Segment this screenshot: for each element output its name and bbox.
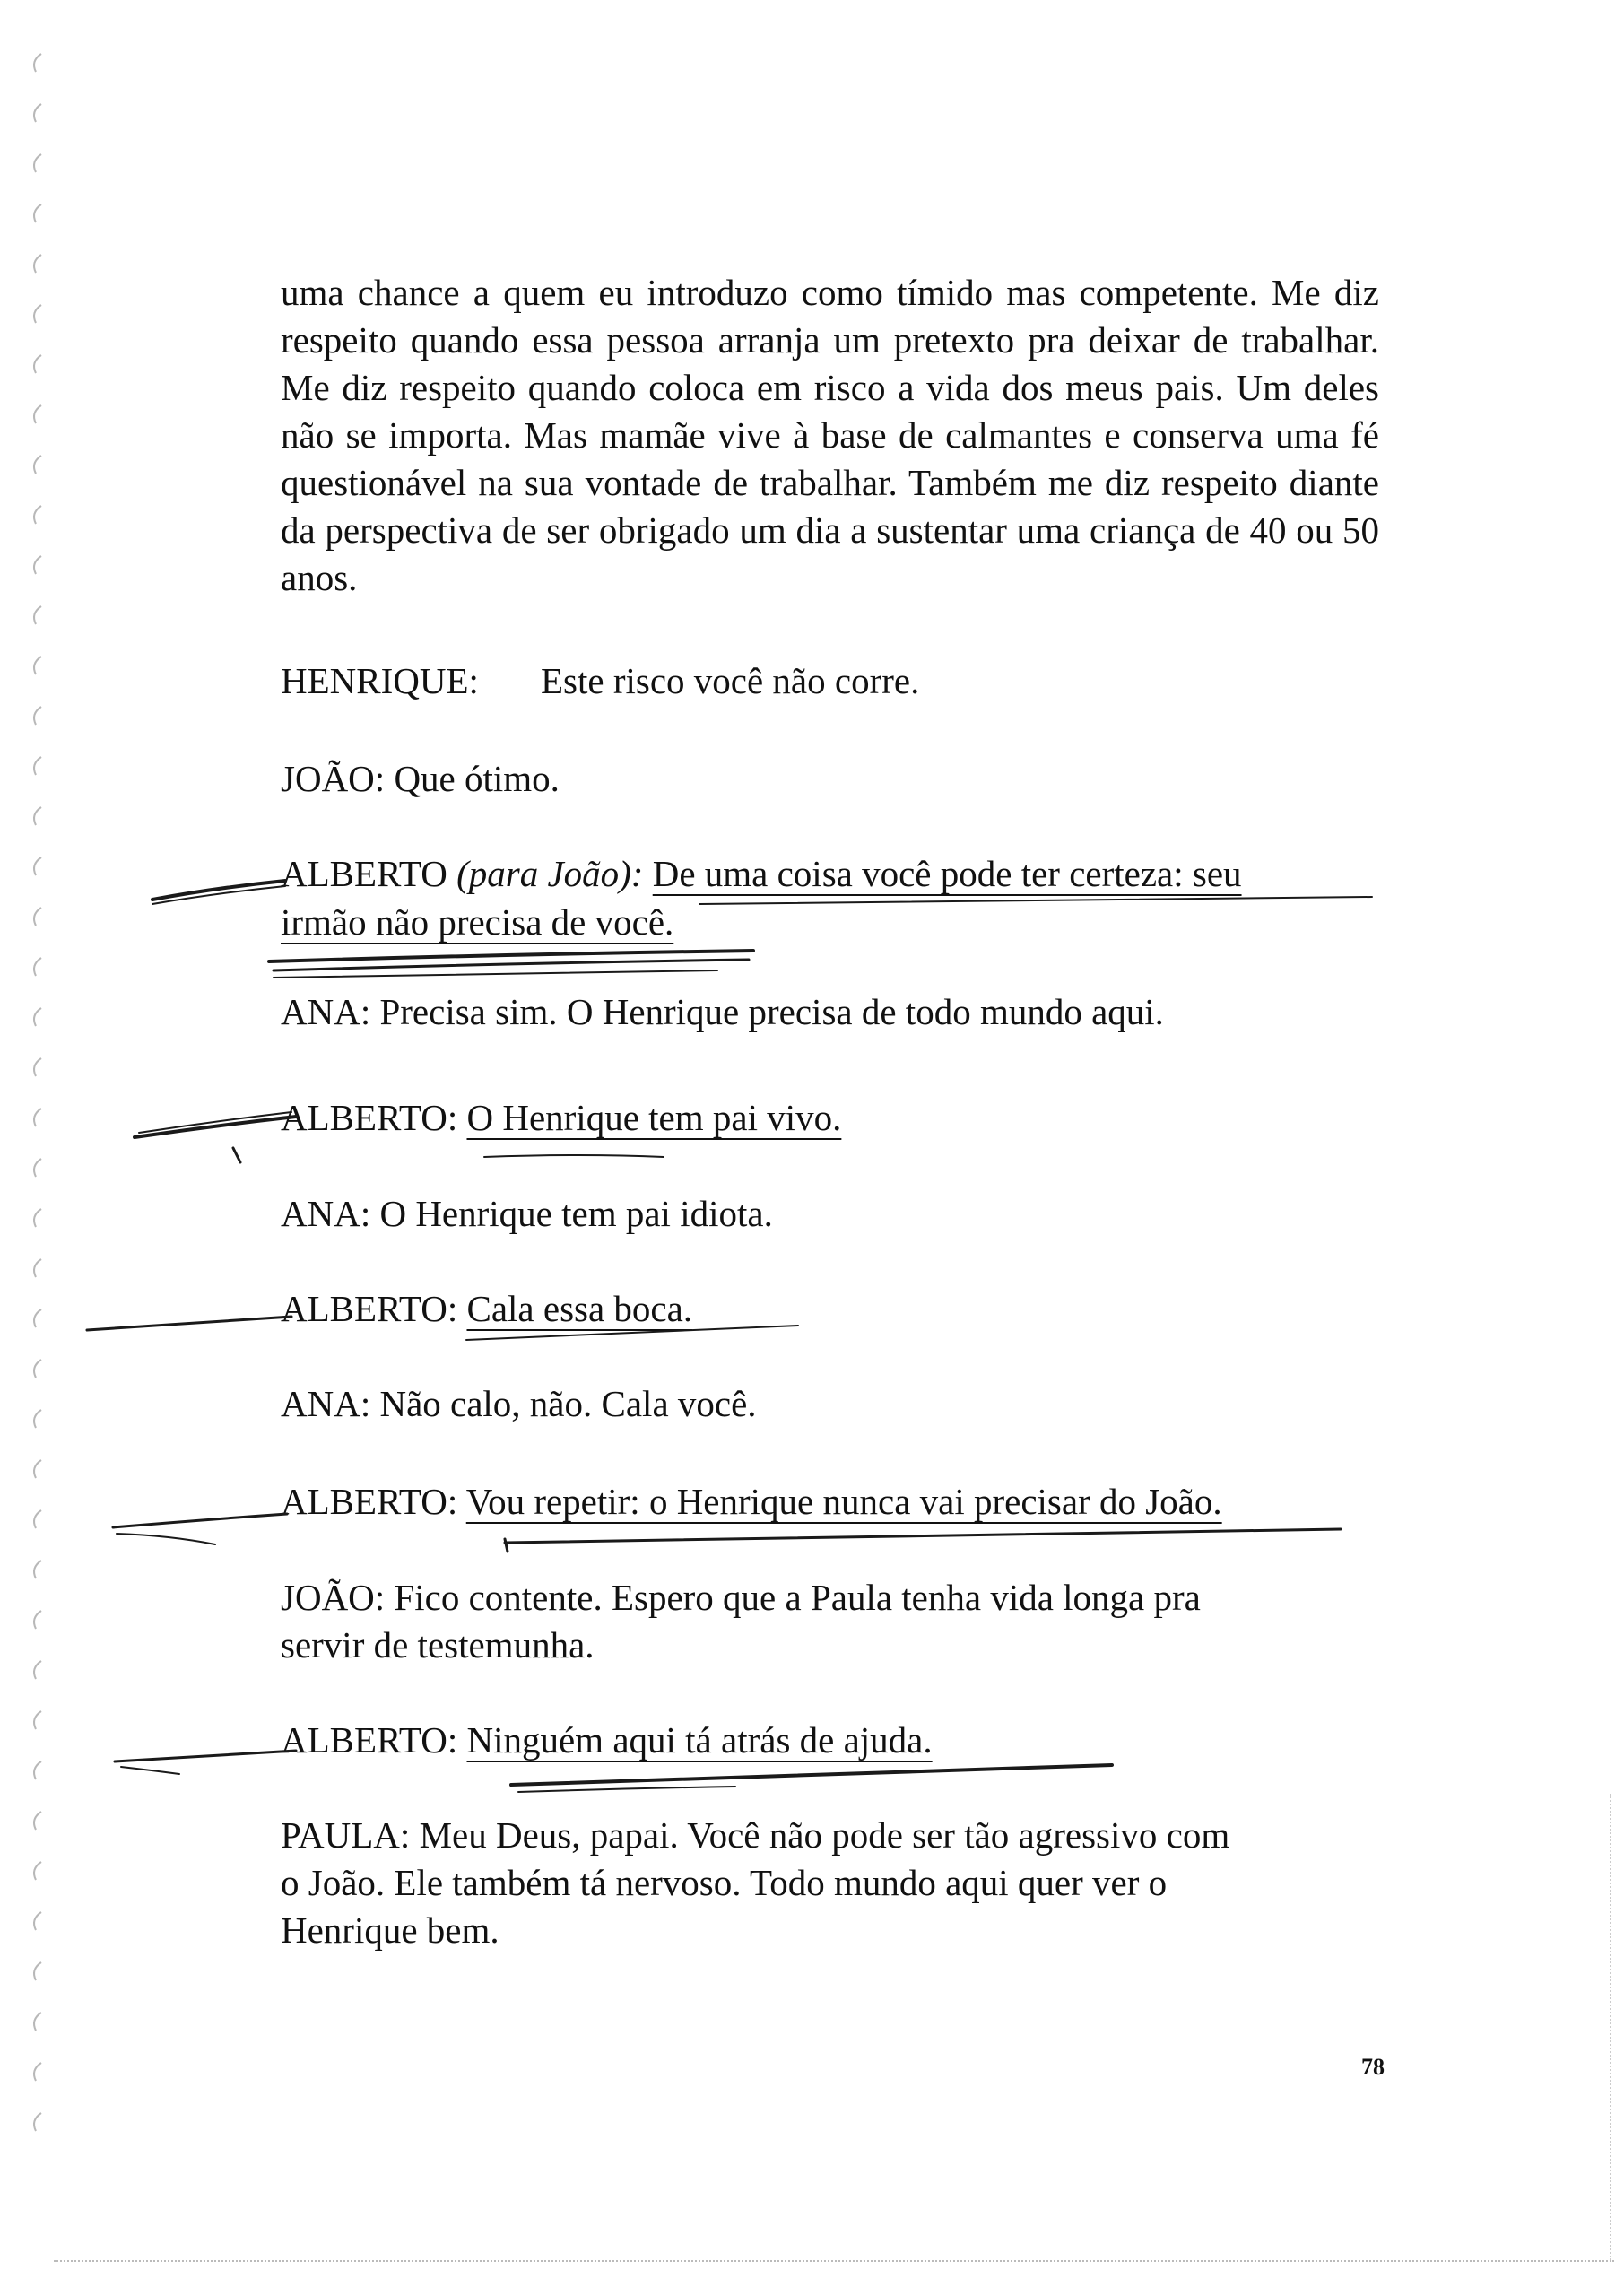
binder-hole-mark [34, 657, 41, 674]
pen-stroke [139, 1112, 291, 1133]
dialogue-text: Não calo, não. Cala você. [379, 1383, 757, 1424]
stage-direction: (para João): [456, 853, 644, 894]
speaker-label: ALBERTO: [281, 1097, 458, 1138]
dialogue-alberto-2 [281, 1094, 841, 1142]
binder-hole-mark [34, 1812, 41, 1830]
dialogue-text: O Henrique tem pai idiota. [379, 1193, 773, 1234]
dialogue-paula-1-cont [281, 1859, 1167, 1907]
dialogue-text: Cala essa boca. [466, 1288, 693, 1329]
dialogue-text: Ninguém aqui tá atrás de ajuda. [466, 1719, 933, 1761]
binder-hole-mark [34, 1309, 41, 1327]
binder-hole-mark [34, 2013, 41, 2031]
binder-hole-mark [34, 2113, 41, 2131]
dialogue-text: De uma coisa você pode ter certeza: seu [652, 853, 1242, 894]
binder-hole-mark [34, 405, 41, 423]
binder-hole-mark [34, 958, 41, 976]
speaker-label: ANA: [281, 1193, 371, 1234]
binder-hole-mark [34, 606, 41, 624]
binder-hole-mark [34, 355, 41, 373]
dialogue-alberto-1-cont [281, 899, 673, 946]
speaker-label: JOÃO: [281, 758, 386, 799]
speaker-label: ALBERTO: [281, 1481, 458, 1522]
pen-stroke [699, 897, 1372, 904]
dialogue-text: Meu Deus, papai. Você não pode ser tão agressivo com [419, 1814, 1230, 1856]
pen-stroke [274, 960, 749, 970]
dialogue-alberto-1 [281, 850, 1242, 898]
pen-stroke [115, 1751, 296, 1761]
speaker-label: PAULA: [281, 1814, 411, 1856]
margin-specks [20, 45, 56, 2179]
dialogue-alberto-4 [281, 1478, 1222, 1526]
speaker-label: JOÃO: [281, 1577, 386, 1618]
binder-hole-mark [34, 204, 41, 222]
binder-hole-mark [34, 1460, 41, 1478]
pen-stroke [135, 1117, 296, 1137]
binder-hole-mark [34, 1962, 41, 1980]
dialogue-alberto-3 [281, 1285, 692, 1333]
binder-hole-mark [34, 54, 41, 72]
binder-hole-mark [34, 2063, 41, 2081]
binder-hole-mark [34, 1360, 41, 1378]
dialogue-text: Que ótimo. [394, 758, 560, 799]
dialogue-ana-2 [281, 1190, 773, 1238]
pen-stroke [484, 1155, 664, 1157]
binder-hole-mark [34, 1862, 41, 1880]
binder-hole-mark [34, 1008, 41, 1026]
binder-hole-mark [34, 1912, 41, 1930]
pen-stroke [152, 881, 285, 900]
binder-hole-mark [34, 757, 41, 775]
binder-hole-mark [34, 1761, 41, 1779]
pen-stroke [113, 1514, 287, 1527]
dialogue-text: Este risco você não corre. [541, 660, 920, 701]
speaker-label: ALBERTO: [281, 1288, 458, 1329]
pen-stroke [152, 886, 285, 904]
dialogue-text: Henrique bem. [281, 1909, 499, 1951]
binder-hole-mark [34, 1109, 41, 1126]
binder-hole-mark [34, 305, 41, 323]
scan-edge-bottom [54, 2260, 1614, 2264]
pen-stroke [518, 1787, 735, 1792]
binder-hole-mark [34, 1209, 41, 1227]
binder-hole-mark [34, 1410, 41, 1428]
dialogue-text: Precisa sim. O Henrique precisa de todo mundo aqui. [379, 991, 1164, 1032]
dialogue-text: irmão não precisa de você. [281, 901, 674, 943]
binder-hole-mark [34, 556, 41, 574]
speaker-label: HENRIQUE: [281, 660, 479, 701]
binder-hole-mark [34, 1159, 41, 1177]
dialogue-text: Fico contente. Espero que a Paula tenha vida longa pra [394, 1577, 1201, 1618]
binder-hole-mark [34, 1259, 41, 1277]
binder-hole-mark [34, 807, 41, 825]
dialogue-henrique-1 [281, 657, 919, 705]
dialogue-text: O Henrique tem pai vivo. [466, 1097, 842, 1138]
dialogue-joao-2-cont [281, 1622, 595, 1669]
binder-hole-mark [34, 1058, 41, 1076]
binder-hole-mark [34, 1510, 41, 1528]
binder-hole-mark [34, 1711, 41, 1729]
pen-stroke [511, 1765, 1112, 1785]
dialogue-text: Vou repetir: o Henrique nunca vai precisar do João. [465, 1481, 1222, 1522]
binder-hole-mark [34, 506, 41, 524]
dialogue-ana-3 [281, 1380, 757, 1428]
pen-stroke [117, 1534, 215, 1544]
binder-hole-mark [34, 456, 41, 474]
binder-hole-mark [34, 707, 41, 725]
dialogue-text: o João. Ele também tá nervoso. Todo mundo aqui quer ver o [281, 1862, 1168, 1903]
binder-hole-mark [34, 1661, 41, 1679]
pen-stroke [505, 1529, 1341, 1543]
dialogue-paula-1-cont2 [281, 1907, 499, 1954]
dialogue-joao-2 [281, 1574, 1201, 1622]
binder-hole-mark [34, 1611, 41, 1629]
dialogue-joao-1 [281, 755, 560, 803]
dialogue-alberto-5 [281, 1717, 933, 1764]
binder-hole-mark [34, 154, 41, 172]
scan-edge-right [1610, 1794, 1613, 2260]
binder-hole-mark [34, 104, 41, 122]
pen-stroke [87, 1317, 291, 1330]
speaker-label: ANA: [281, 991, 371, 1032]
binder-hole-mark [34, 908, 41, 926]
pen-stroke [121, 1767, 179, 1774]
pen-stroke [274, 970, 717, 978]
dialogue-text: servir de testemunha. [281, 1624, 595, 1665]
intro-paragraph: uma chance a quem eu introduzo como tímido mas competente. Me diz respeito quando essa pessoa arranja um pretexto pra deixar de trabalhar. Me diz respeito quando coloca em risco a vida dos meus pais. Um deles não se importa. Mas mamãe vive à base de calmantes e conserva uma fé questionável na sua vontade de trabalhar. Também me diz respeito diante da perspectiva de ser obrigado um dia a sustentar uma criança de 40 ou 50 anos. [281, 272, 1379, 598]
speaker-label: ALBERTO [281, 853, 447, 894]
speaker-label: ALBERTO: [281, 1719, 458, 1761]
binder-hole-marks [20, 45, 56, 2179]
dialogue-ana-1 [281, 988, 1164, 1036]
binder-hole-mark [34, 255, 41, 273]
dialogue-paula-1 [281, 1812, 1229, 1859]
binder-hole-mark [34, 857, 41, 875]
speaker-label: ANA: [281, 1383, 371, 1424]
pen-stroke [505, 1539, 508, 1552]
pen-stroke [269, 951, 753, 961]
page-number: 78 [1361, 2054, 1385, 2080]
binder-hole-mark [34, 1561, 41, 1578]
pen-stroke [233, 1148, 240, 1162]
